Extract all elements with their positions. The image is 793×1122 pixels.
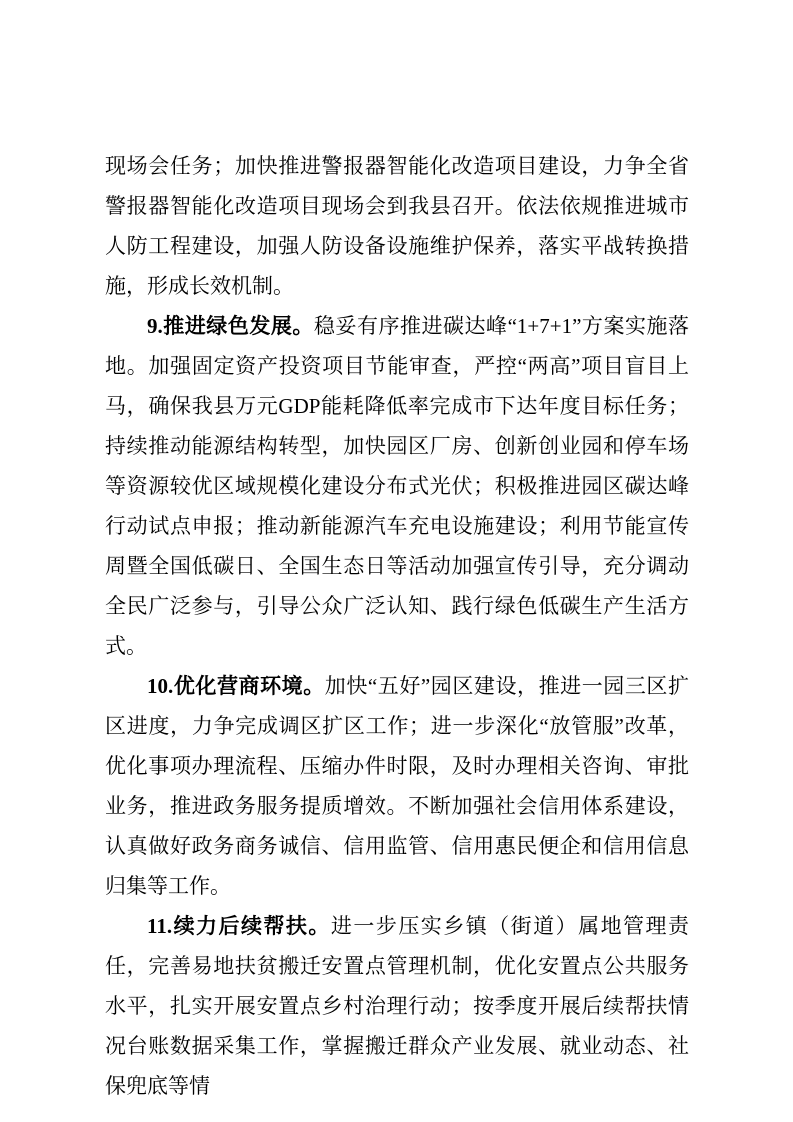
paragraph-text: 稳妥有序推进碳达峰“1+7+1”方案实施落地。加强固定资产投资项目节能审查，严控“两高”项目盲目上马，确保我县万元GDP能耗降低率完成市下达年度目标任务；持续推动能源结构转型，加快园区厂房、创新创业园和停车场等资源较优区域规模化建设分布式光伏；积极推进园区碳达峰行动试点申报；推动新能源汽车充电设施建设；利用节能宣传周暨全国低碳日、全国生态日等活动加强宣传引导，充分调动全民广泛参与，引导公众广泛认知、践行绿色低碳生产生活方式。	[105, 314, 690, 658]
paragraph-lead: 9.推进绿色发展。	[147, 314, 314, 338]
paragraph-lead: 11.续力后续帮扶。	[147, 914, 331, 938]
paragraph-item-10	[105, 666, 689, 906]
paragraph-text: 加快“五好”园区建设，推进一园三区扩区进度，力争完成调区扩区工作；进一步深化“放管服”改革，优化事项办理流程、压缩办件时限，及时办理相关咨询、审批业务，推进政务服务提质增效。不断加强社会信用体系建设，认真做好政务商务诚信、信用监管、信用惠民便企和信用信息归集等工作。	[105, 674, 690, 898]
paragraph-text: 进一步压实乡镇（街道）属地管理责任，完善易地扶贫搬迁安置点管理机制，优化安置点公共服务水平，扎实开展安置点乡村治理行动；按季度开展后续帮扶情况台账数据采集工作，掌握搬迁群众产业发展、就业动态、社保兜底等情	[105, 914, 690, 1098]
paragraph-lead: 10.优化营商环境。	[147, 674, 325, 698]
paragraph-item-11	[105, 906, 689, 1106]
paragraph-item-9	[105, 306, 689, 666]
paragraph-text: 现场会任务；加快推进警报器智能化改造项目建设，力争全省警报器智能化改造项目现场会到我县召开。依法依规推进城市人防工程建设，加强人防设备设施维护保养，落实平战转换措施，形成长效机制。	[105, 154, 689, 298]
paragraph-continuation	[105, 146, 689, 306]
